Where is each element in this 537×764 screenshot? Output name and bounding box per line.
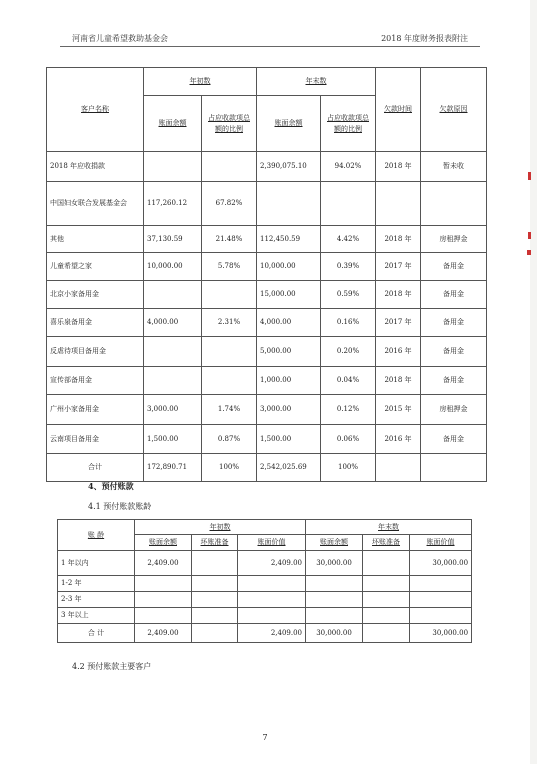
ratio-end-cell: 0.59% bbox=[321, 281, 376, 309]
time-cell: 2018 年 bbox=[376, 367, 421, 395]
balance-begin-cell bbox=[144, 337, 202, 367]
table-total-row bbox=[47, 454, 487, 482]
header-value-end: 账面价值 bbox=[410, 535, 472, 551]
reason-cell: 备用金 bbox=[421, 309, 487, 337]
ratio-begin-cell bbox=[202, 152, 257, 182]
table-row bbox=[58, 608, 472, 624]
ratio-end-cell: 0.04% bbox=[321, 367, 376, 395]
time-cell: 2015 年 bbox=[376, 395, 421, 425]
customer-cell: 儿童希望之家 bbox=[47, 253, 144, 281]
balance-end-cell bbox=[306, 608, 363, 624]
ratio-begin-cell: 100% bbox=[202, 454, 257, 482]
balance-begin-cell: 117,260.12 bbox=[144, 182, 202, 226]
customer-cell: 合计 bbox=[47, 454, 144, 482]
balance-begin-cell bbox=[135, 576, 192, 592]
time-cell: 2017 年 bbox=[376, 309, 421, 337]
header-balance-end: 账面余额 bbox=[257, 96, 321, 152]
bad-debt-end-cell bbox=[363, 624, 410, 643]
header-end: 年末数 bbox=[306, 520, 472, 535]
bad-debt-end-cell bbox=[363, 608, 410, 624]
bad-debt-begin-cell bbox=[192, 592, 238, 608]
customer-cell: 2018 年应收捐款 bbox=[47, 152, 144, 182]
time-cell: 2018 年 bbox=[376, 281, 421, 309]
customer-cell: 其他 bbox=[47, 226, 144, 253]
table-total-row bbox=[58, 624, 472, 643]
balance-begin-cell bbox=[135, 592, 192, 608]
header-balance-end: 账面余额 bbox=[306, 535, 363, 551]
time-cell: 2017 年 bbox=[376, 253, 421, 281]
bad-debt-begin-cell bbox=[192, 624, 238, 643]
ratio-begin-cell: 5.78% bbox=[202, 253, 257, 281]
reason-cell: 暂未收 bbox=[421, 152, 487, 182]
receivables-table bbox=[46, 67, 487, 482]
ratio-end-cell bbox=[321, 182, 376, 226]
time-cell bbox=[376, 454, 421, 482]
time-cell bbox=[376, 182, 421, 226]
balance-end-cell: 30,000.00 bbox=[306, 551, 363, 576]
value-begin-cell: 2,409.00 bbox=[238, 551, 306, 576]
balance-begin-cell: 1,500.00 bbox=[144, 425, 202, 454]
header-left: 河南省儿童希望救助基金会 bbox=[72, 34, 168, 43]
balance-end-cell: 10,000.00 bbox=[257, 253, 321, 281]
age-cell: 合 计 bbox=[58, 624, 135, 643]
balance-end-cell: 2,390,075.10 bbox=[257, 152, 321, 182]
bad-debt-end-cell bbox=[363, 551, 410, 576]
age-cell: 1 年以内 bbox=[58, 551, 135, 576]
age-cell: 3 年以上 bbox=[58, 608, 135, 624]
balance-begin-cell: 4,000.00 bbox=[144, 309, 202, 337]
header-bad-end: 坏账准备 bbox=[363, 535, 410, 551]
balance-begin-cell bbox=[144, 281, 202, 309]
value-begin-cell bbox=[238, 608, 306, 624]
bad-debt-end-cell bbox=[363, 592, 410, 608]
ratio-end-cell: 0.20% bbox=[321, 337, 376, 367]
ratio-end-cell: 100% bbox=[321, 454, 376, 482]
table-row bbox=[58, 576, 472, 592]
balance-end-cell: 1,000.00 bbox=[257, 367, 321, 395]
reason-cell: 备用金 bbox=[421, 337, 487, 367]
bad-debt-begin-cell bbox=[192, 551, 238, 576]
header-begin: 年初数 bbox=[144, 68, 257, 96]
binding-mark bbox=[528, 172, 531, 180]
bad-debt-begin-cell bbox=[192, 608, 238, 624]
balance-end-cell bbox=[306, 592, 363, 608]
ratio-end-cell: 0.06% bbox=[321, 425, 376, 454]
balance-begin-cell bbox=[135, 608, 192, 624]
table-row bbox=[47, 253, 487, 281]
header-customer: 客户名称 bbox=[47, 68, 144, 152]
header-rule bbox=[60, 46, 480, 47]
ratio-begin-cell: 1.74% bbox=[202, 395, 257, 425]
age-cell: 1-2 年 bbox=[58, 576, 135, 592]
ratio-end-cell: 0.16% bbox=[321, 309, 376, 337]
balance-end-cell bbox=[306, 576, 363, 592]
table-row bbox=[47, 281, 487, 309]
header-ratio-end: 占应收款项总额的比例 bbox=[321, 96, 376, 152]
customer-cell: 反虐待项目备用金 bbox=[47, 337, 144, 367]
ratio-begin-cell: 21.48% bbox=[202, 226, 257, 253]
bad-debt-end-cell bbox=[363, 576, 410, 592]
table-row bbox=[47, 395, 487, 425]
value-end-cell: 30,000.00 bbox=[410, 624, 472, 643]
balance-end-cell: 4,000.00 bbox=[257, 309, 321, 337]
ratio-begin-cell bbox=[202, 367, 257, 395]
time-cell: 2016 年 bbox=[376, 337, 421, 367]
header-end: 年末数 bbox=[257, 68, 376, 96]
header-age: 账 龄 bbox=[58, 520, 135, 551]
balance-begin-cell: 2,409.00 bbox=[135, 624, 192, 643]
reason-cell bbox=[421, 182, 487, 226]
reason-cell: 备用金 bbox=[421, 367, 487, 395]
table-row bbox=[47, 152, 487, 182]
reason-cell: 备用金 bbox=[421, 281, 487, 309]
reason-cell: 房租押金 bbox=[421, 395, 487, 425]
table-row bbox=[47, 337, 487, 367]
value-begin-cell bbox=[238, 592, 306, 608]
time-cell: 2018 年 bbox=[376, 152, 421, 182]
balance-end-cell: 2,542,025.69 bbox=[257, 454, 321, 482]
ratio-begin-cell: 67.82% bbox=[202, 182, 257, 226]
reason-cell: 备用金 bbox=[421, 425, 487, 454]
balance-begin-cell: 37,130.59 bbox=[144, 226, 202, 253]
table-row bbox=[47, 425, 487, 454]
table-row bbox=[58, 592, 472, 608]
header-right: 2018 年度财务报表附注 bbox=[381, 34, 468, 43]
ratio-end-cell: 0.12% bbox=[321, 395, 376, 425]
customer-cell: 中国妇女联合发展基金会 bbox=[47, 182, 144, 226]
section-4-2-title: 4.2 预付账款主要客户 bbox=[72, 662, 152, 671]
balance-end-cell: 1,500.00 bbox=[257, 425, 321, 454]
customer-cell: 云南项目备用金 bbox=[47, 425, 144, 454]
ratio-end-cell: 4.42% bbox=[321, 226, 376, 253]
ratio-begin-cell: 2.31% bbox=[202, 309, 257, 337]
binding-mark bbox=[528, 232, 531, 239]
header-ratio-begin: 占应收款项总额的比例 bbox=[202, 96, 257, 152]
binding-mark bbox=[527, 250, 531, 255]
customer-cell: 广州小家备用金 bbox=[47, 395, 144, 425]
age-cell: 2-3 年 bbox=[58, 592, 135, 608]
header-value-begin: 账面价值 bbox=[238, 535, 306, 551]
balance-end-cell: 112,450.59 bbox=[257, 226, 321, 253]
bad-debt-begin-cell bbox=[192, 576, 238, 592]
balance-end-cell bbox=[257, 182, 321, 226]
header-reason: 欠款原因 bbox=[421, 68, 487, 152]
ratio-end-cell: 94.02% bbox=[321, 152, 376, 182]
header-balance-begin: 账面余额 bbox=[135, 535, 192, 551]
prepayment-aging-table bbox=[57, 519, 472, 643]
header-time: 欠款时间 bbox=[376, 68, 421, 152]
section-4-title: 4、预付账款 bbox=[88, 481, 134, 491]
table-row bbox=[47, 226, 487, 253]
balance-begin-cell: 3,000.00 bbox=[144, 395, 202, 425]
time-cell: 2018 年 bbox=[376, 226, 421, 253]
balance-begin-cell: 10,000.00 bbox=[144, 253, 202, 281]
value-end-cell bbox=[410, 576, 472, 592]
value-end-cell bbox=[410, 592, 472, 608]
balance-begin-cell: 2,409.00 bbox=[135, 551, 192, 576]
header-balance-begin: 账面余额 bbox=[144, 96, 202, 152]
customer-cell: 北京小家备用金 bbox=[47, 281, 144, 309]
balance-end-cell: 30,000.00 bbox=[306, 624, 363, 643]
customer-cell: 喜乐泉备用金 bbox=[47, 309, 144, 337]
reason-cell: 备用金 bbox=[421, 253, 487, 281]
value-end-cell: 30,000.00 bbox=[410, 551, 472, 576]
reason-cell: 房租押金 bbox=[421, 226, 487, 253]
balance-end-cell: 3,000.00 bbox=[257, 395, 321, 425]
value-end-cell bbox=[410, 608, 472, 624]
reason-cell bbox=[421, 454, 487, 482]
table-row bbox=[47, 182, 487, 226]
header-begin: 年初数 bbox=[135, 520, 306, 535]
header-bad-begin: 坏账准备 bbox=[192, 535, 238, 551]
table-row bbox=[58, 551, 472, 576]
balance-begin-cell: 172,890.71 bbox=[144, 454, 202, 482]
balance-end-cell: 15,000.00 bbox=[257, 281, 321, 309]
balance-begin-cell bbox=[144, 367, 202, 395]
balance-end-cell: 5,000.00 bbox=[257, 337, 321, 367]
ratio-begin-cell bbox=[202, 337, 257, 367]
ratio-begin-cell bbox=[202, 281, 257, 309]
balance-begin-cell bbox=[144, 152, 202, 182]
time-cell: 2016 年 bbox=[376, 425, 421, 454]
page-number: 7 bbox=[262, 733, 268, 742]
customer-cell: 宣传部备用金 bbox=[47, 367, 144, 395]
value-begin-cell bbox=[238, 576, 306, 592]
table-row bbox=[47, 309, 487, 337]
value-begin-cell: 2,409.00 bbox=[238, 624, 306, 643]
ratio-begin-cell: 0.87% bbox=[202, 425, 257, 454]
section-4-1-title: 4.1 预付账款账龄 bbox=[88, 502, 152, 511]
ratio-end-cell: 0.39% bbox=[321, 253, 376, 281]
table-row bbox=[47, 367, 487, 395]
